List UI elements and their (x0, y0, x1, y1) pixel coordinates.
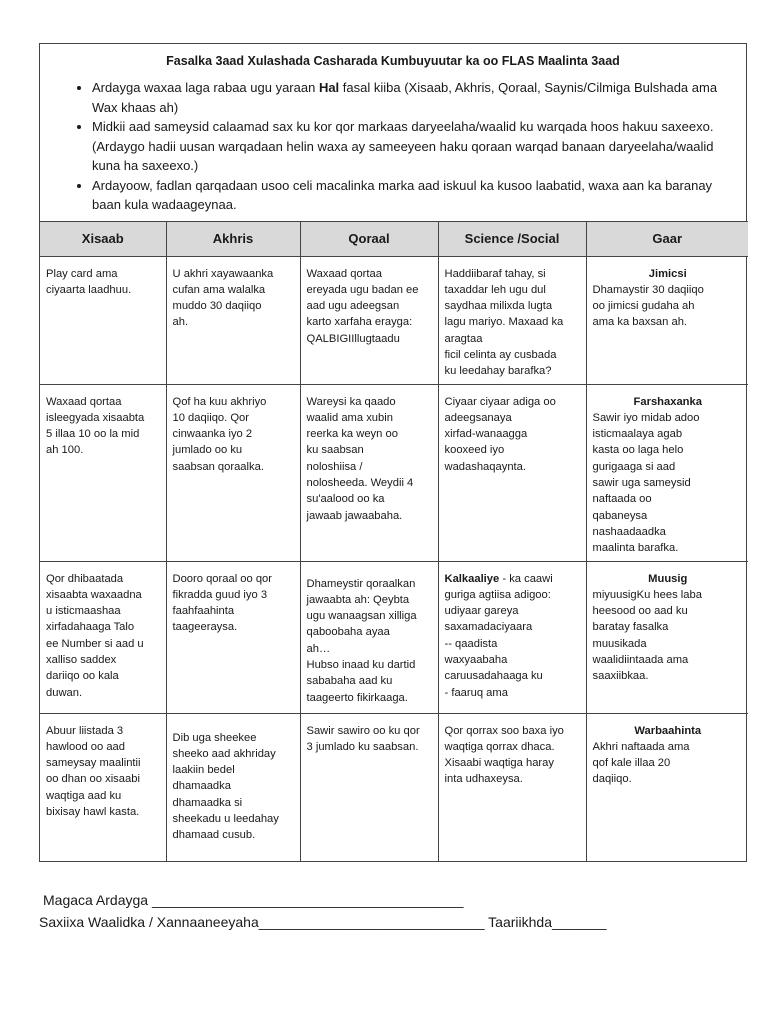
page-title: Fasalka 3aad Xulashada Casharada Kumbuyuutar ka oo FLAS Maalinta 3aad (166, 54, 620, 68)
cell-text: miyuusigKu hees laba heesood oo aad ku baratay fasalka muusikada waalidiintaada ama saaxiibkaa. (592, 588, 702, 683)
instruction-text: fasal kiiba (Xisaab, Akhris, Qoraal, Saynis/Cilmiga Bulshada ama Wax khaas ah) (92, 80, 718, 115)
instruction-item (92, 117, 734, 176)
cell-science (438, 561, 586, 713)
cell-text: Dhameystir qoraalkan jawaabta ah: Qeybta ugu wanaagsan xilliga qaboobaha ayaa ah… Hubso inaad ku dartid sababaha aad ku taageerto fikirkaaga. (306, 577, 417, 704)
cell-science (438, 713, 586, 861)
cell-text: Qof ha kuu akhriyo 10 daqiiqo. Qor cinwaanka iyo 2 jumlado oo ku saabsan qoraalka. (172, 395, 267, 473)
cell-text: Qor dhibaatada xisaabta waxaadna u isticmaashaa xirfadahaaga Talo ee Number si aad u xalliso saddex dariiqo oo kala duwan. (46, 572, 144, 699)
table-header-row (40, 221, 748, 256)
cell-science (438, 256, 586, 384)
activity-table (40, 221, 748, 862)
cell-text: Sawir iyo midab adoo isticmaalaya agab kasta oo laga helo gurigaaga si aad sawir uga sameysid naftaada oo qabaneysa nashaadaadka maalinta barafka. (592, 411, 700, 555)
student-name-line[interactable]: Magaca Ardayga ________________________________________ (43, 892, 464, 908)
column-header-science: Science /Social (438, 221, 586, 256)
instruction-item (92, 78, 734, 117)
cell-gaar (586, 561, 748, 713)
column-header-gaar: Gaar (586, 221, 748, 256)
cell-qoraal (300, 561, 438, 713)
instruction-text: Ardayga waxaa laga rabaa ugu yaraan (92, 80, 319, 95)
cell-text: Dib uga sheekee sheeko aad akhriday laakiin bedel dhamaadka dhamaadka si sheekadu u leedahay dhamaad cusub. (172, 731, 279, 842)
cell-text: Qor qorrax soo baxa iyo waqtiga qorrax dhaca. Xisaabi waqtiga haray inta udhaxeysa. (444, 724, 564, 786)
cell-xisaab (40, 713, 166, 861)
cell-xisaab (40, 384, 166, 561)
table-row (40, 713, 748, 861)
cell-text: Abuur liistada 3 hawlood oo aad sameysay maalintii oo dhan oo xisaabi waqtiga aad ku bixisay hawl kasta. (46, 724, 141, 819)
cell-text: Play card ama ciyaarta laadhuu. (46, 267, 132, 296)
gaar-title: Muusig (648, 572, 688, 585)
column-header-akhris: Akhris (166, 221, 300, 256)
table-row (40, 256, 748, 384)
cell-qoraal (300, 384, 438, 561)
cell-akhris (166, 713, 300, 861)
cell-text: Dhamaystir 30 daqiiqo oo jimicsi gudaha ah ama ka baxsan ah. (592, 283, 704, 329)
cell-text: - ka caawi guriga agtiisa adigoo: udiyaar gareya saxamadaciyaara -- qaadista waxyaabaha caruusadahaaga ku - faaruq ama (444, 572, 553, 699)
cell-xisaab (40, 256, 166, 384)
cell-text: U akhri xayawaanka cufan ama walalka muddo 30 daqiiqo ah. (172, 267, 274, 329)
table-row (40, 561, 748, 713)
gaar-title: Farshaxanka (633, 395, 702, 408)
column-header-qoraal: Qoraal (300, 221, 438, 256)
cell-text: Haddiibaraf tahay, si taxaddar leh ugu dul saydhaa milixda lugta lagu mariyo. Maxaad ka aragtaa ficil celinta ay cusbada ku leedahay barafka? (444, 267, 564, 378)
cell-gaar (586, 256, 748, 384)
cell-akhris (166, 384, 300, 561)
instruction-emphasis: Hal (318, 80, 340, 95)
cell-qoraal (300, 256, 438, 384)
cell-text: Wareysi ka qaado waalid ama xubin reerka ka weyn oo ku saabsan noloshiisa / nolosheeda. Weydii 4 su'aalood oo ka jawaab jawaabaha. (306, 395, 414, 522)
instruction-text: Midkii aad sameysid calaamad sax ku kor qor markaas daryeelaha/waalid ku warqada hoos hakuu saxeexo. (Ardaygo hadii uusan warqadaan helin waxa ay sameeyeen haku qoraan warqad banaan daryeelaha/waalid kuna ha saxeexo.) (92, 119, 714, 173)
cell-akhris (166, 561, 300, 713)
cell-science (438, 384, 586, 561)
cell-text: Ciyaar ciyaar adiga oo adeegsanaya xirfad-wanaagga kooxeed iyo wadashaqaynta. (444, 395, 556, 473)
cell-text: Akhri naftaada ama qof kale illaa 20 daqiiqo. (592, 740, 690, 786)
cell-text: Dooro qoraal oo qor fikradda guud iyo 3 faahfaahinta taageeraysa. (172, 572, 273, 634)
instruction-item (92, 176, 734, 215)
cell-text: Waxaad qortaa isleegyada xisaabta 5 illaa 10 oo la mid ah 100. (46, 395, 145, 457)
instruction-text: Ardayoow, fadlan qarqadaan usoo celi macalinka marka aad iskuul ka kusoo laabatid, waxa aan ka baranay baan kula wadaageynaa. (92, 177, 713, 212)
gaar-title: Warbaahinta (634, 724, 702, 737)
column-header-xisaab: Xisaab (40, 221, 166, 256)
cell-qoraal (300, 713, 438, 861)
table-row (40, 384, 748, 561)
cell-gaar (586, 384, 748, 561)
cell-text: Sawir sawiro oo ku qor 3 jumlado ku saabsan. (306, 724, 420, 753)
cell-xisaab (40, 561, 166, 713)
assignment-sheet (39, 43, 747, 862)
cell-gaar (586, 713, 748, 861)
instructions-list (52, 78, 734, 215)
parent-signature-line[interactable]: Saxiixa Waalidka / Xannaaneeyaha_____________________________ Taariikhda_______ (39, 914, 607, 930)
science-heading: Kalkaaliye (444, 572, 500, 585)
sheet-header (40, 44, 746, 221)
gaar-title: Jimicsi (648, 267, 687, 280)
cell-text: Waxaad qortaa ereyada ugu badan ee aad ugu adeegsan karto xarfaha erayga: QALBIGIIllugtaadu (306, 267, 419, 345)
signature-section (39, 892, 607, 936)
cell-akhris (166, 256, 300, 384)
